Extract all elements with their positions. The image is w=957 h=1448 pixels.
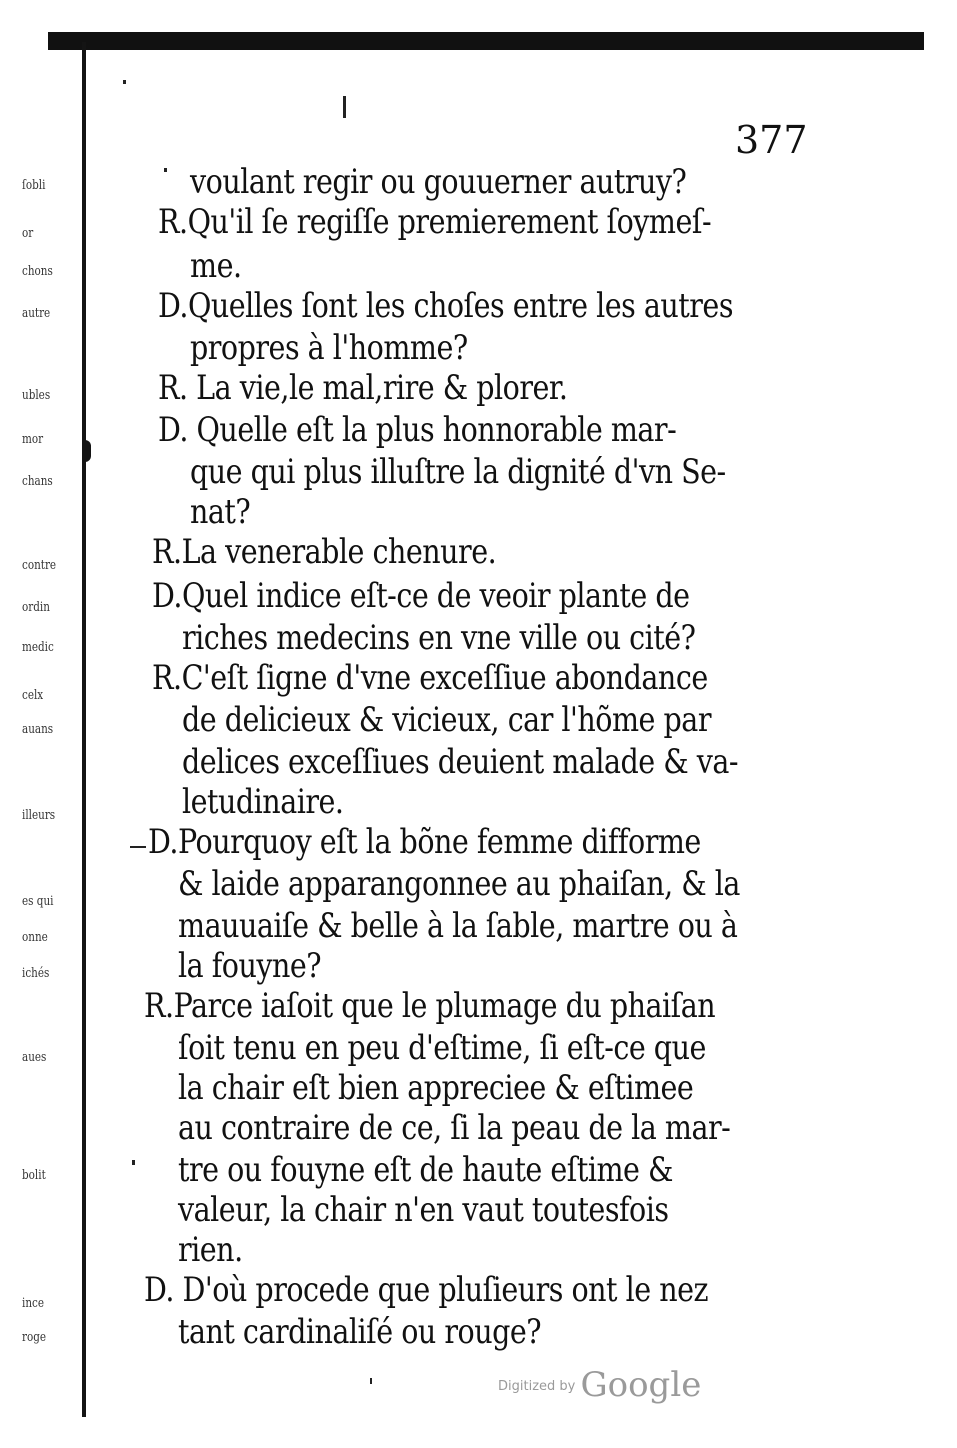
margin-fragment: illeurs bbox=[22, 808, 56, 823]
text-line: D.Quelles ſont les choſes entre les autres bbox=[158, 286, 733, 326]
text-line: D. D'où procede que pluſieurs ont le nez bbox=[144, 1270, 709, 1310]
text-line: mauuaiſe & belle à la ſable, martre ou à bbox=[178, 906, 738, 946]
text-line: R.Qu'il ſe regiſſe premierement ſoymeſ- bbox=[158, 202, 712, 242]
text-line: que qui plus illuſtre la dignité d'vn Se- bbox=[190, 452, 726, 492]
margin-fragment: celx bbox=[22, 688, 44, 703]
page-top-edge-bar bbox=[48, 32, 924, 50]
margin-fragment: aues bbox=[22, 1050, 47, 1065]
text-line: D. Quelle eſt la plus honnorable mar- bbox=[158, 410, 677, 450]
margin-fragment: es qui bbox=[22, 894, 54, 909]
margin-fragment: medic bbox=[22, 640, 54, 655]
margin-fragment: auans bbox=[22, 722, 54, 737]
google-watermark bbox=[498, 1365, 701, 1405]
text-line: R.C'eſt ſigne d'vne exceſſiue abondance bbox=[152, 658, 708, 698]
margin-fragment: ichés bbox=[22, 966, 50, 981]
text-line: propres à l'homme? bbox=[190, 328, 468, 368]
binding-gutter-line bbox=[82, 42, 86, 1417]
margin-fragment: chons bbox=[22, 264, 53, 279]
text-line: R.La venerable chenure. bbox=[152, 532, 497, 572]
scan-speck bbox=[130, 846, 146, 848]
page-number: 377 bbox=[735, 118, 808, 162]
margin-fragment: bolit bbox=[22, 1168, 46, 1183]
margin-fragment: mor bbox=[22, 432, 44, 447]
margin-fragment: ordin bbox=[22, 600, 50, 615]
binding-gutter-notch bbox=[84, 440, 91, 462]
watermark-prefix: Digitized by bbox=[498, 1379, 576, 1394]
text-line: letudinaire. bbox=[182, 782, 344, 822]
google-logo-text: Google bbox=[580, 1365, 702, 1405]
scan-speck bbox=[123, 80, 126, 84]
margin-fragment: ubles bbox=[22, 388, 51, 403]
margin-fragment: or bbox=[22, 226, 34, 241]
scan-speck bbox=[164, 168, 167, 172]
scan-speck bbox=[370, 1378, 372, 1384]
margin-fragment: contre bbox=[22, 558, 57, 573]
scan-speck bbox=[343, 96, 346, 118]
text-line: R. La vie,le mal,rire & plorer. bbox=[158, 368, 568, 408]
text-line: la fouyne? bbox=[178, 946, 322, 986]
text-line: D.Quel indice eſt-ce de veoir plante de bbox=[152, 576, 690, 616]
text-line: voulant regir ou gouuerner autruy? bbox=[190, 162, 687, 202]
scan-speck bbox=[132, 1160, 135, 1165]
text-line: la chair eſt bien appreciee & eſtimee bbox=[178, 1068, 694, 1108]
text-line: riches medecins en vne ville ou cité? bbox=[182, 618, 696, 658]
margin-fragment: roge bbox=[22, 1330, 47, 1345]
margin-fragment: ſobli bbox=[22, 178, 46, 193]
text-line: R.Parce iaſoit que le plumage du phaiſan bbox=[144, 986, 716, 1026]
text-line: D.Pourquoy eſt la bõne femme difforme bbox=[148, 822, 701, 862]
text-line: valeur, la chair n'en vaut toutesfois bbox=[178, 1190, 669, 1230]
text-line: ſoit tenu en peu d'eſtime, ſi eſt-ce que bbox=[178, 1028, 706, 1068]
text-line: au contraire de ce, ſi la peau de la mar- bbox=[178, 1108, 731, 1148]
text-line: rien. bbox=[178, 1230, 243, 1270]
text-line: me. bbox=[190, 246, 242, 286]
text-line: de delicieux & vicieux, car l'hõme par bbox=[182, 700, 711, 740]
margin-fragment: autre bbox=[22, 306, 51, 321]
margin-fragment: chans bbox=[22, 474, 53, 489]
text-line: tant cardinaliſé ou rouge? bbox=[178, 1312, 542, 1352]
text-line: tre ou fouyne eſt de haute eſtime & bbox=[178, 1150, 673, 1190]
text-line: & laide apparangonnee au phaiſan, & la bbox=[178, 864, 740, 904]
text-line: delices exceſſiues deuient malade & va- bbox=[182, 742, 739, 782]
text-line: nat? bbox=[190, 492, 251, 532]
margin-fragment: ince bbox=[22, 1296, 45, 1311]
margin-fragment: onne bbox=[22, 930, 48, 945]
